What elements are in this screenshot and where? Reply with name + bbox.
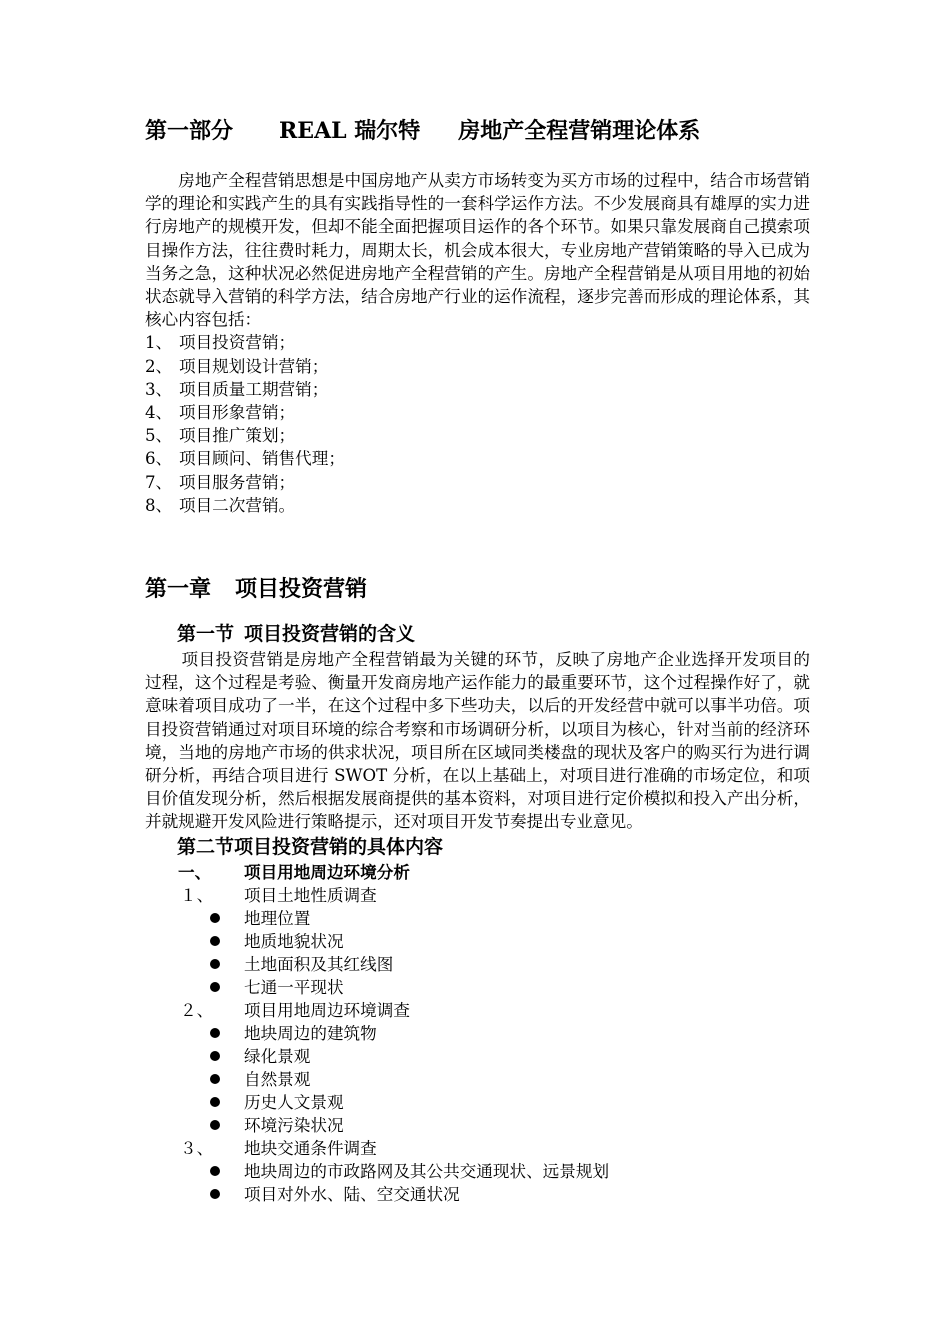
bullet-icon bbox=[210, 1120, 220, 1130]
bullet-list bbox=[145, 907, 810, 999]
list-item: 土地面积及其红线图 bbox=[210, 953, 810, 976]
document-content bbox=[145, 115, 810, 1206]
outline-subheading: ２、 项目用地周边环境调查 bbox=[180, 1000, 410, 1020]
list-item: 七通一平现状 bbox=[210, 976, 810, 999]
part-label: 第一部分 bbox=[145, 118, 234, 144]
outline-heading: 一、 项目用地周边环境分析 bbox=[178, 861, 410, 882]
bullet-icon bbox=[210, 959, 220, 969]
list-item: 绿化景观 bbox=[210, 1045, 810, 1068]
bullet-icon bbox=[210, 1097, 220, 1107]
list-item: 1、 项目投资营销； bbox=[145, 333, 296, 353]
list-item: 项目对外水、陆、空交通状况 bbox=[210, 1183, 810, 1206]
list-item: 6、 项目顾问、销售代理； bbox=[145, 449, 345, 469]
list-item: 3、 项目质量工期营销； bbox=[145, 379, 329, 399]
bullet-list bbox=[145, 1160, 810, 1206]
part-brand: REAL 瑞尔特 bbox=[279, 118, 421, 144]
list-item: 4、 项目形象营销； bbox=[145, 403, 296, 423]
outline-subheading: ３、 地块交通条件调查 bbox=[180, 1138, 377, 1158]
bullet-icon bbox=[210, 1189, 220, 1199]
list-item: 地块周边的建筑物 bbox=[210, 1022, 810, 1045]
bullet-icon bbox=[210, 936, 220, 946]
bullet-icon bbox=[210, 913, 220, 923]
list-item: 地块周边的市政路网及其公共交通现状、远景规划 bbox=[210, 1160, 810, 1183]
part-heading: 房地产全程营销理论体系 bbox=[458, 118, 701, 144]
outline-subheading: １、 项目土地性质调查 bbox=[180, 885, 377, 905]
list-item: 环境污染状况 bbox=[210, 1114, 810, 1137]
bullet-list bbox=[145, 1022, 810, 1137]
chapter-label: 第一章 bbox=[145, 576, 212, 603]
list-item: 5、 项目推广策划； bbox=[145, 426, 296, 446]
section-1-heading: 项目投资营销的含义 bbox=[244, 623, 416, 646]
list-item: 7、 项目服务营销； bbox=[145, 472, 296, 492]
bullet-icon bbox=[210, 1166, 220, 1176]
section-1-paragraph: 项目投资营销是房地产全程营销最为关键的环节，反映了房地产企业选择开发项目的过程，这个过程是考验、衡量开发商房地产运作能力的最重要环节，这个过程操作好了，就意味着项目成功了一半，在这个过程中多下些功夫，以后的开发经营中就可以事半功倍。项目投资营销通过对项目环境的综合考察和市场调研分析，以项目为核心，针对当前的经济环境，当地的房地产市场的供求状况，项目所在区域同类楼盘的现状及客户的购买行为进行调研分析，再结合项目进行 SWOT 分析，在以上基础上，对项目进行准确的市场定位，和项目价值发现分析，然后根据发展商提供的基本资料，对项目进行定价模拟和投入产出分析，并就规避开发风险进行策略提示，还对项目开发节奏提出专业意见。 bbox=[145, 650, 810, 832]
list-item: 历史人文景观 bbox=[210, 1091, 810, 1114]
bullet-icon bbox=[210, 982, 220, 992]
list-item: 地质地貌状况 bbox=[210, 930, 810, 953]
bullet-icon bbox=[210, 1051, 220, 1061]
section-2-title bbox=[177, 834, 810, 861]
bullet-icon bbox=[210, 1028, 220, 1038]
section-1-label: 第一节 bbox=[177, 623, 235, 646]
section-2-label: 第二节 bbox=[177, 835, 235, 858]
bullet-icon bbox=[210, 1074, 220, 1084]
list-item: 8、 项目二次营销。 bbox=[145, 495, 296, 515]
section-1-title bbox=[177, 621, 810, 648]
list-item: 自然景观 bbox=[210, 1068, 810, 1091]
list-item: 2、 项目规划设计营销； bbox=[145, 356, 329, 376]
chapter-title bbox=[145, 573, 810, 605]
list-item: 地理位置 bbox=[210, 907, 810, 930]
section-2-heading: 项目投资营销的具体内容 bbox=[234, 835, 444, 858]
intro-paragraph: 房地产全程营销思想是中国房地产从卖方市场转变为买方市场的过程中，结合市场营销学的理论和实践产生的具有实践指导性的一套科学运作方法。不少发展商具有雄厚的实力进行房地产的规模开发，但却不能全面把握项目运作的各个环节。如果只靠发展商自己摸索项目操作方法，往往费时耗力，周期太长，机会成本很大，专业房地产营销策略的导入已成为当务之急，这种状况必然促进房地产全程营销的产生。房地产全程营销是从项目用地的初始状态就导入营销的科学方法，结合房地产行业的运作流程，逐步完善而形成的理论体系，其核心内容包括： bbox=[145, 171, 810, 330]
core-content-list bbox=[145, 331, 810, 517]
part-title bbox=[145, 115, 810, 147]
chapter-heading: 项目投资营销 bbox=[235, 576, 368, 603]
